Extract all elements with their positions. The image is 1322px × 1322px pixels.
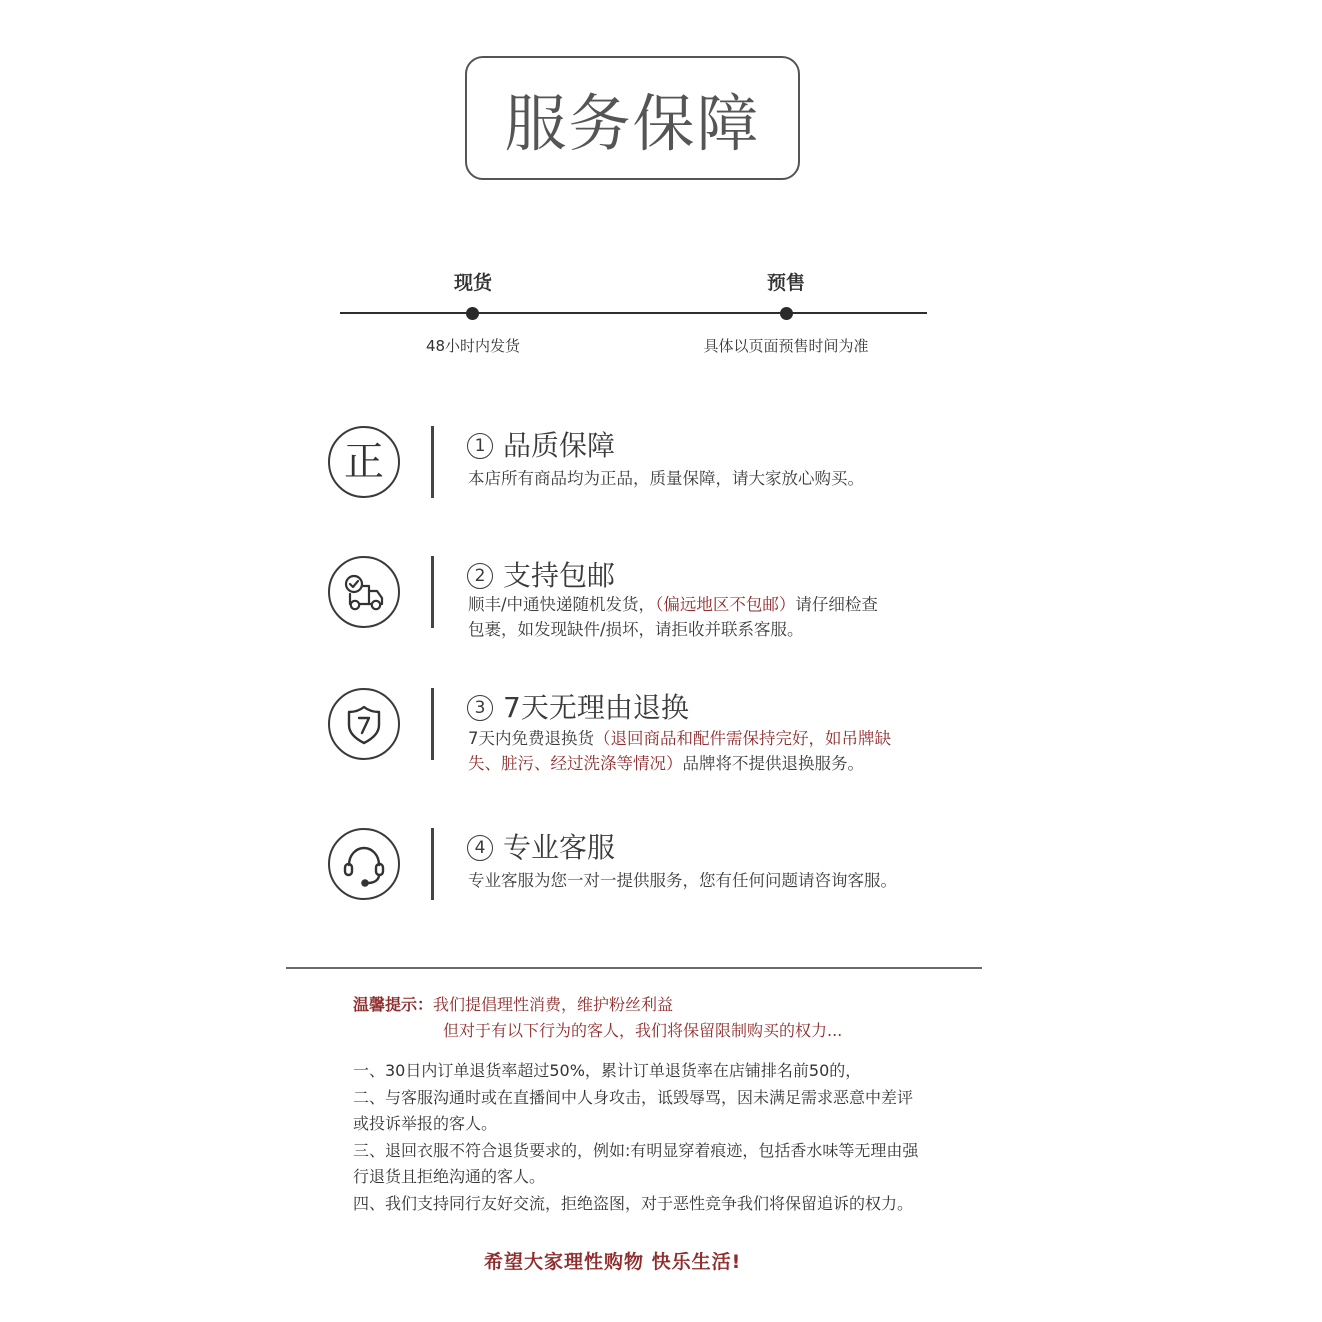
feature-title: 3 7天无理由退换 xyxy=(467,686,689,726)
feature-divider xyxy=(431,426,434,498)
rule-line: 或投诉举报的客人。 xyxy=(353,1114,498,1133)
rule-line: 四、我们支持同行友好交流，拒绝盗图，对于恶性竞争我们将保留追诉的权力。 xyxy=(353,1193,914,1213)
notice-line2: 但对于有以下行为的客人，我们将保留限制购买的权力... xyxy=(443,1021,843,1040)
closing-slogan: 希望大家理性购物 快乐生活! xyxy=(484,1251,742,1273)
warm-notice xyxy=(353,992,842,1044)
circled-number: 3 xyxy=(467,695,493,721)
rule-line: 三、退回衣服不符合退货要求的，例如:有明显穿着痕迹，包括香水味等无理由强 xyxy=(353,1140,919,1160)
timeline-line xyxy=(340,312,927,314)
feature-divider xyxy=(431,556,434,628)
delivery-truck-check-icon xyxy=(328,556,400,628)
circled-number: 1 xyxy=(467,433,493,459)
page-title: 服务保障 xyxy=(504,86,761,160)
headset-icon xyxy=(328,828,400,900)
timeline-sub-presale: 具体以页面预售时间为准 xyxy=(703,337,869,355)
rule-line: 二、与客服沟通时或在直播间中人身攻击，诋毁辱骂，因未满足需求恶意中差评 xyxy=(353,1087,914,1107)
circled-number: 2 xyxy=(467,563,493,589)
timeline-label-presale: 预售 xyxy=(766,272,806,294)
genuine-zheng-icon: 正 xyxy=(328,426,400,498)
rules-list xyxy=(353,1058,918,1217)
feature-desc: 本店所有商品均为正品，质量保障，请大家放心购买。 xyxy=(468,469,864,488)
feature-desc: 专业客服为您一对一提供服务，您有任何问题请咨询客服。 xyxy=(468,871,897,890)
feature-divider xyxy=(431,828,434,900)
timeline-dot-presale xyxy=(780,307,793,320)
notice-label: 温馨提示： xyxy=(353,995,434,1014)
timeline-dot-instock xyxy=(466,307,479,320)
circled-number: 4 xyxy=(467,835,493,861)
feature-title: 2 支持包邮 xyxy=(467,554,615,594)
timeline-sub-instock: 48小时内发货 xyxy=(425,337,521,355)
shield-7-icon xyxy=(328,688,400,760)
rule-line: 一、30日内订单退货率超过50%，累计订单退货率在店铺排名前50的， xyxy=(353,1061,862,1080)
rule-line: 行退货且拒绝沟通的客人。 xyxy=(353,1167,546,1186)
timeline-label-instock: 现货 xyxy=(453,272,493,294)
notice-line1: 我们提倡理性消费，维护粉丝利益 xyxy=(433,995,674,1014)
feature-title: 1 品质保障 xyxy=(467,424,615,464)
section-divider xyxy=(286,967,982,969)
feature-divider xyxy=(431,688,434,760)
feature-desc: 顺丰/中通快递随机发货，（偏远地区不包邮）请仔细检查 包裹，如发现缺件/损坏，请拒收并联系客服。 xyxy=(468,595,878,639)
feature-title: 4 专业客服 xyxy=(467,826,615,866)
page-title-box xyxy=(465,56,800,180)
feature-desc: 7天内免费退换货（退回商品和配件需保持完好，如吊牌缺 失、脏污、经过洗涤等情况）品牌将不提供退换服务。 xyxy=(468,729,891,773)
